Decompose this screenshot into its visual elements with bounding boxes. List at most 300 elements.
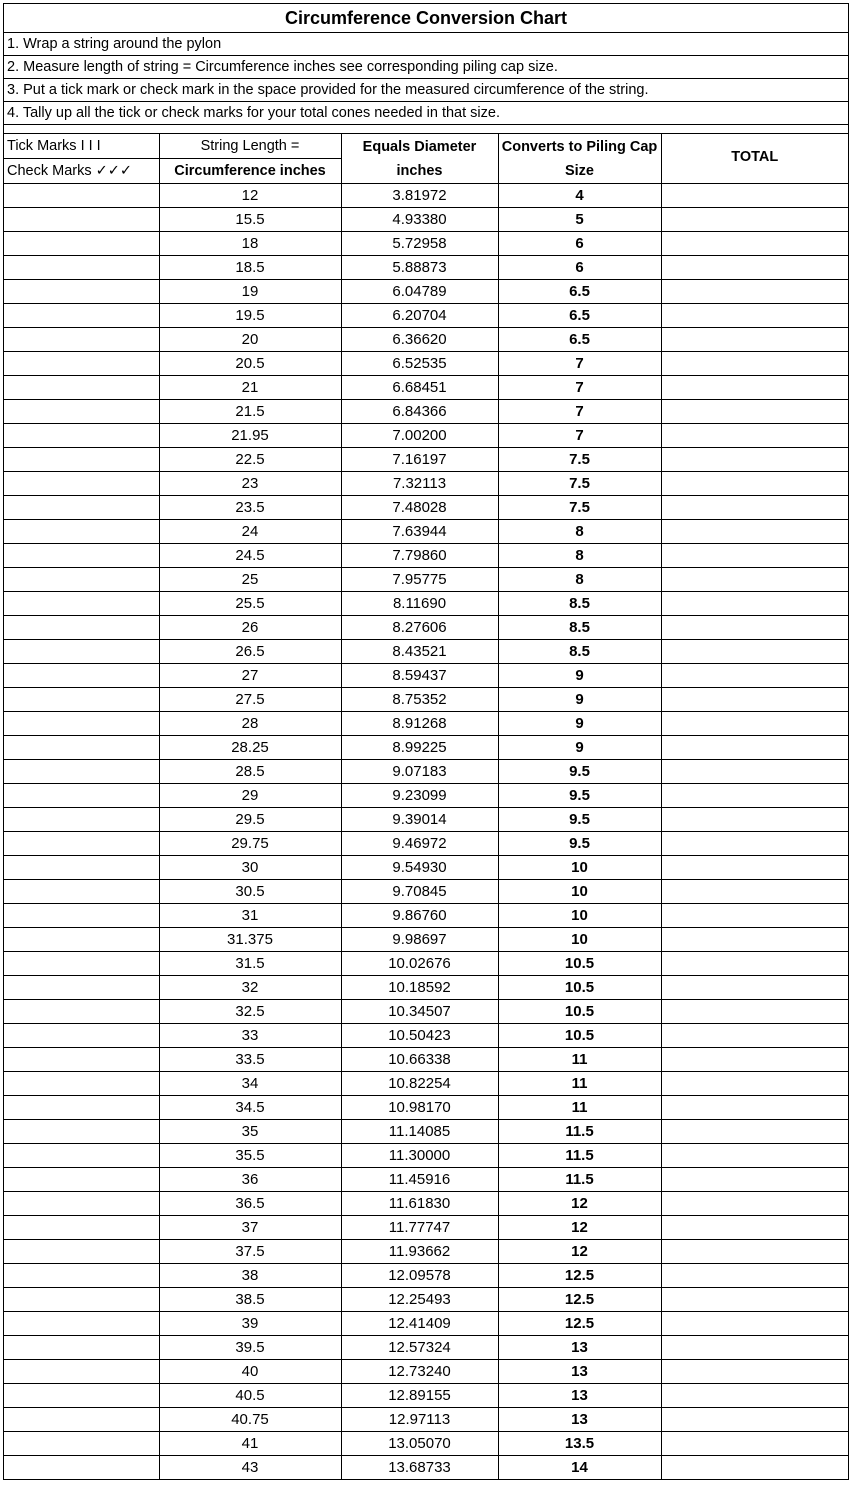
total-cell[interactable] [661,1168,848,1192]
cap-size-cell: 6 [498,256,661,280]
cap-size-cell: 7 [498,400,661,424]
spacer-row [4,125,848,134]
circumference-cell: 35 [159,1120,341,1144]
cap-size-cell: 10 [498,904,661,928]
diameter-cell: 11.77747 [341,1216,498,1240]
circumference-cell: 23.5 [159,496,341,520]
cap-size-cell: 9 [498,712,661,736]
cap-size-cell: 13 [498,1384,661,1408]
total-cell[interactable] [661,256,848,280]
tick-cell[interactable] [4,616,159,640]
tick-cell[interactable] [4,256,159,280]
cap-size-cell: 13 [498,1360,661,1384]
total-cell[interactable] [661,280,848,304]
cap-size-cell: 9 [498,664,661,688]
tick-cell[interactable] [4,1120,159,1144]
total-cell[interactable] [661,1048,848,1072]
diameter-cell: 9.23099 [341,784,498,808]
cap-size-cell: 6.5 [498,328,661,352]
cap-size-cell: 8 [498,544,661,568]
circumference-cell: 21.5 [159,400,341,424]
circumference-cell: 19 [159,280,341,304]
total-cell[interactable] [661,664,848,688]
tick-cell[interactable] [4,640,159,664]
table-row [4,712,848,736]
total-cell[interactable] [661,304,848,328]
cap-size-cell: 12.5 [498,1264,661,1288]
total-cell[interactable] [661,880,848,904]
tick-cell[interactable] [4,1408,159,1432]
diameter-cell: 12.09578 [341,1264,498,1288]
tick-cell[interactable] [4,352,159,376]
cap-size-cell: 11 [498,1096,661,1120]
diameter-cell: 11.61830 [341,1192,498,1216]
total-cell[interactable] [661,544,848,568]
tick-cell[interactable] [4,1192,159,1216]
total-cell[interactable] [661,496,848,520]
cap-size-cell: 13 [498,1408,661,1432]
total-cell[interactable] [661,976,848,1000]
diameter-cell: 13.68733 [341,1456,498,1480]
total-cell[interactable] [661,784,848,808]
cap-size-cell: 9.5 [498,784,661,808]
table-row [4,352,848,376]
tick-cell[interactable] [4,1360,159,1384]
table-row [4,664,848,688]
cap-size-cell: 12.5 [498,1312,661,1336]
total-cell[interactable] [661,232,848,256]
tick-cell[interactable] [4,1336,159,1360]
total-cell[interactable] [661,736,848,760]
header-row-1 [4,134,848,159]
tick-cell[interactable] [4,232,159,256]
cap-size-cell: 10 [498,928,661,952]
table-row [4,1264,848,1288]
tick-cell[interactable] [4,304,159,328]
circumference-cell: 32.5 [159,1000,341,1024]
tick-cell[interactable] [4,520,159,544]
tick-cell[interactable] [4,712,159,736]
table-row [4,184,848,208]
diameter-cell: 9.86760 [341,904,498,928]
circumference-cell: 43 [159,1456,341,1480]
circumference-cell: 33.5 [159,1048,341,1072]
diameter-cell: 7.16197 [341,448,498,472]
diameter-cell: 9.07183 [341,760,498,784]
total-cell[interactable] [661,1336,848,1360]
total-cell[interactable] [661,208,848,232]
table-row [4,568,848,592]
cap-size-cell: 7.5 [498,448,661,472]
total-cell[interactable] [661,352,848,376]
tick-cell[interactable] [4,1096,159,1120]
circumference-cell: 21 [159,376,341,400]
circumference-cell: 40 [159,1360,341,1384]
table-row [4,376,848,400]
circumference-cell: 32 [159,976,341,1000]
diameter-cell: 5.72958 [341,232,498,256]
tick-cell[interactable] [4,664,159,688]
tick-cell[interactable] [4,1072,159,1096]
table-row [4,1240,848,1264]
tick-cell[interactable] [4,592,159,616]
diameter-header: Equals Diameter inches [341,134,498,184]
diameter-cell: 4.93380 [341,208,498,232]
total-cell[interactable] [661,472,848,496]
total-cell[interactable] [661,1216,848,1240]
table-row [4,1000,848,1024]
total-cell[interactable] [661,1384,848,1408]
tick-cell[interactable] [4,736,159,760]
cap-size-cell: 12.5 [498,1288,661,1312]
table-row [4,904,848,928]
cap-size-cell: 10.5 [498,1000,661,1024]
total-cell[interactable] [661,1120,848,1144]
tick-cell[interactable] [4,1168,159,1192]
total-cell[interactable] [661,1312,848,1336]
table-row [4,208,848,232]
cap-size-cell: 12 [498,1240,661,1264]
total-cell[interactable] [661,1024,848,1048]
table-row [4,976,848,1000]
cap-size-cell: 13.5 [498,1432,661,1456]
circumference-cell: 38.5 [159,1288,341,1312]
circumference-cell: 34 [159,1072,341,1096]
cap-size-cell: 6 [498,232,661,256]
cap-size-cell: 10.5 [498,1024,661,1048]
cap-size-cell: 11.5 [498,1168,661,1192]
tick-cell[interactable] [4,448,159,472]
diameter-cell: 11.14085 [341,1120,498,1144]
circumference-cell: 31.375 [159,928,341,952]
circumference-cell: 19.5 [159,304,341,328]
tick-cell[interactable] [4,280,159,304]
cap-size-cell: 9 [498,688,661,712]
table-row [4,1408,848,1432]
tick-cell[interactable] [4,1144,159,1168]
check-marks-header: Check Marks ✓✓✓ [4,159,159,184]
diameter-cell: 9.46972 [341,832,498,856]
circumference-cell: 37.5 [159,1240,341,1264]
table-row [4,1096,848,1120]
total-cell[interactable] [661,1360,848,1384]
circumference-cell: 36 [159,1168,341,1192]
page-title: Circumference Conversion Chart [4,4,848,33]
total-cell[interactable] [661,1264,848,1288]
diameter-cell: 7.63944 [341,520,498,544]
tick-cell[interactable] [4,1384,159,1408]
table-row [4,1024,848,1048]
diameter-cell: 10.98170 [341,1096,498,1120]
total-cell[interactable] [661,640,848,664]
tick-cell[interactable] [4,1000,159,1024]
diameter-cell: 10.82254 [341,1072,498,1096]
diameter-cell: 7.32113 [341,472,498,496]
total-cell[interactable] [661,928,848,952]
total-cell[interactable] [661,424,848,448]
tick-cell[interactable] [4,760,159,784]
diameter-cell: 6.68451 [341,376,498,400]
cap-size-cell: 9 [498,736,661,760]
circumference-cell: 24.5 [159,544,341,568]
circumference-cell: 28.25 [159,736,341,760]
total-cell[interactable] [661,952,848,976]
circumference-cell: 24 [159,520,341,544]
tick-cell[interactable] [4,208,159,232]
circumference-cell: 26.5 [159,640,341,664]
circumference-cell: 20.5 [159,352,341,376]
total-cell[interactable] [661,400,848,424]
string-length-header: String Length = [159,134,341,159]
circumference-cell: 34.5 [159,1096,341,1120]
circumference-cell: 22.5 [159,448,341,472]
diameter-cell: 3.81972 [341,184,498,208]
cap-size-cell: 7 [498,424,661,448]
circumference-cell: 15.5 [159,208,341,232]
circumference-cell: 28 [159,712,341,736]
tick-cell[interactable] [4,928,159,952]
total-cell[interactable] [661,1192,848,1216]
diameter-cell: 12.25493 [341,1288,498,1312]
table-row [4,256,848,280]
diameter-cell: 9.39014 [341,808,498,832]
circumference-cell: 27 [159,664,341,688]
total-cell[interactable] [661,712,848,736]
total-cell[interactable] [661,328,848,352]
tick-cell[interactable] [4,976,159,1000]
cap-size-cell: 7 [498,376,661,400]
circumference-cell: 41 [159,1432,341,1456]
tick-cell[interactable] [4,688,159,712]
total-cell[interactable] [661,856,848,880]
table-row [4,688,848,712]
circumference-cell: 29 [159,784,341,808]
diameter-cell: 6.36620 [341,328,498,352]
diameter-cell: 9.70845 [341,880,498,904]
table-row [4,520,848,544]
tick-cell[interactable] [4,952,159,976]
tick-cell[interactable] [4,1024,159,1048]
circumference-cell: 39 [159,1312,341,1336]
table-row [4,280,848,304]
cap-size-cell: 10 [498,880,661,904]
instruction-1: 1. Wrap a string around the pylon [4,33,848,56]
total-cell[interactable] [661,1096,848,1120]
diameter-cell: 7.95775 [341,568,498,592]
table-row [4,592,848,616]
diameter-cell: 13.05070 [341,1432,498,1456]
cap-size-header: Converts to Piling Cap Size [498,134,661,184]
tick-cell[interactable] [4,1264,159,1288]
total-cell[interactable] [661,1144,848,1168]
circumference-cell: 31.5 [159,952,341,976]
tick-cell[interactable] [4,496,159,520]
tick-cell[interactable] [4,904,159,928]
tick-cell[interactable] [4,1288,159,1312]
circumference-cell: 40.75 [159,1408,341,1432]
cap-size-cell: 5 [498,208,661,232]
total-cell[interactable] [661,1000,848,1024]
diameter-cell: 6.52535 [341,352,498,376]
table-row [4,928,848,952]
table-row [4,856,848,880]
total-cell[interactable] [661,1240,848,1264]
tick-cell[interactable] [4,568,159,592]
total-cell[interactable] [661,448,848,472]
cap-size-cell: 14 [498,1456,661,1480]
cap-size-cell: 7.5 [498,472,661,496]
diameter-cell: 8.27606 [341,616,498,640]
tick-cell[interactable] [4,880,159,904]
total-cell[interactable] [661,1072,848,1096]
total-cell[interactable] [661,1288,848,1312]
table-row [4,784,848,808]
total-cell[interactable] [661,904,848,928]
circumference-cell: 33 [159,1024,341,1048]
diameter-cell: 12.97113 [341,1408,498,1432]
total-cell[interactable] [661,1456,848,1480]
tick-cell[interactable] [4,1456,159,1480]
cap-size-cell: 12 [498,1216,661,1240]
circumference-cell: 40.5 [159,1384,341,1408]
tick-marks-header: Tick Marks I I I [4,134,159,159]
diameter-cell: 6.20704 [341,304,498,328]
diameter-cell: 7.79860 [341,544,498,568]
circumference-cell: 31 [159,904,341,928]
tick-cell[interactable] [4,184,159,208]
tick-cell[interactable] [4,1432,159,1456]
table-row [4,1312,848,1336]
diameter-cell: 12.41409 [341,1312,498,1336]
total-cell[interactable] [661,832,848,856]
tick-cell[interactable] [4,808,159,832]
tick-cell[interactable] [4,856,159,880]
total-cell[interactable] [661,1432,848,1456]
tick-cell[interactable] [4,1216,159,1240]
tick-cell[interactable] [4,328,159,352]
tick-cell[interactable] [4,832,159,856]
circumference-cell: 30.5 [159,880,341,904]
tick-cell[interactable] [4,424,159,448]
tick-cell[interactable] [4,472,159,496]
diameter-cell: 6.84366 [341,400,498,424]
diameter-cell: 12.73240 [341,1360,498,1384]
cap-size-cell: 9.5 [498,808,661,832]
diameter-cell: 8.75352 [341,688,498,712]
total-cell[interactable] [661,376,848,400]
diameter-cell: 10.02676 [341,952,498,976]
cap-size-cell: 11 [498,1048,661,1072]
table-row [4,472,848,496]
diameter-cell: 9.98697 [341,928,498,952]
cap-size-cell: 8.5 [498,640,661,664]
cap-size-cell: 11 [498,1072,661,1096]
cap-size-cell: 10 [498,856,661,880]
cap-size-cell: 6.5 [498,280,661,304]
circumference-cell: 38 [159,1264,341,1288]
diameter-cell: 10.34507 [341,1000,498,1024]
table-row [4,424,848,448]
circumference-cell: 18 [159,232,341,256]
circumference-cell: 37 [159,1216,341,1240]
total-cell[interactable] [661,1408,848,1432]
total-cell[interactable] [661,520,848,544]
table-row [4,1288,848,1312]
tick-cell[interactable] [4,544,159,568]
tick-cell[interactable] [4,376,159,400]
circumference-cell: 12 [159,184,341,208]
total-cell[interactable] [661,688,848,712]
diameter-cell: 9.54930 [341,856,498,880]
table-row [4,496,848,520]
cap-size-cell: 10.5 [498,952,661,976]
instruction-2: 2. Measure length of string = Circumference inches see corresponding piling cap size. [4,56,848,79]
cap-size-cell: 7.5 [498,496,661,520]
circumference-cell: 29.75 [159,832,341,856]
diameter-cell: 10.66338 [341,1048,498,1072]
total-cell[interactable] [661,616,848,640]
tick-cell[interactable] [4,1240,159,1264]
conversion-sheet [3,3,849,1480]
total-cell[interactable] [661,808,848,832]
circumference-cell: 18.5 [159,256,341,280]
circumference-cell: 26 [159,616,341,640]
tick-cell[interactable] [4,784,159,808]
diameter-cell: 12.57324 [341,1336,498,1360]
total-cell[interactable] [661,760,848,784]
table-row [4,1384,848,1408]
table-row [4,808,848,832]
diameter-cell: 11.93662 [341,1240,498,1264]
circumference-cell: 25.5 [159,592,341,616]
total-cell[interactable] [661,592,848,616]
circumference-cell: 29.5 [159,808,341,832]
total-cell[interactable] [661,568,848,592]
total-header: TOTAL [661,134,848,184]
cap-size-cell: 6.5 [498,304,661,328]
total-cell[interactable] [661,184,848,208]
table-row [4,1360,848,1384]
cap-size-cell: 9.5 [498,760,661,784]
tick-cell[interactable] [4,400,159,424]
table-row [4,880,848,904]
table-row [4,760,848,784]
table-row [4,1456,848,1480]
tick-cell[interactable] [4,1048,159,1072]
table-row [4,1048,848,1072]
table-row [4,1432,848,1456]
diameter-cell: 8.43521 [341,640,498,664]
table-row [4,328,848,352]
diameter-cell: 12.89155 [341,1384,498,1408]
circumference-cell: 21.95 [159,424,341,448]
cap-size-cell: 11.5 [498,1144,661,1168]
diameter-cell: 7.00200 [341,424,498,448]
table-row [4,1216,848,1240]
table-row [4,1192,848,1216]
diameter-cell: 11.30000 [341,1144,498,1168]
tick-cell[interactable] [4,1312,159,1336]
circumference-cell: 35.5 [159,1144,341,1168]
circumference-cell: 39.5 [159,1336,341,1360]
circumference-cell: 23 [159,472,341,496]
cap-size-cell: 9.5 [498,832,661,856]
table-row [4,640,848,664]
diameter-cell: 7.48028 [341,496,498,520]
diameter-cell: 8.99225 [341,736,498,760]
diameter-cell: 5.88873 [341,256,498,280]
circumference-cell: 28.5 [159,760,341,784]
